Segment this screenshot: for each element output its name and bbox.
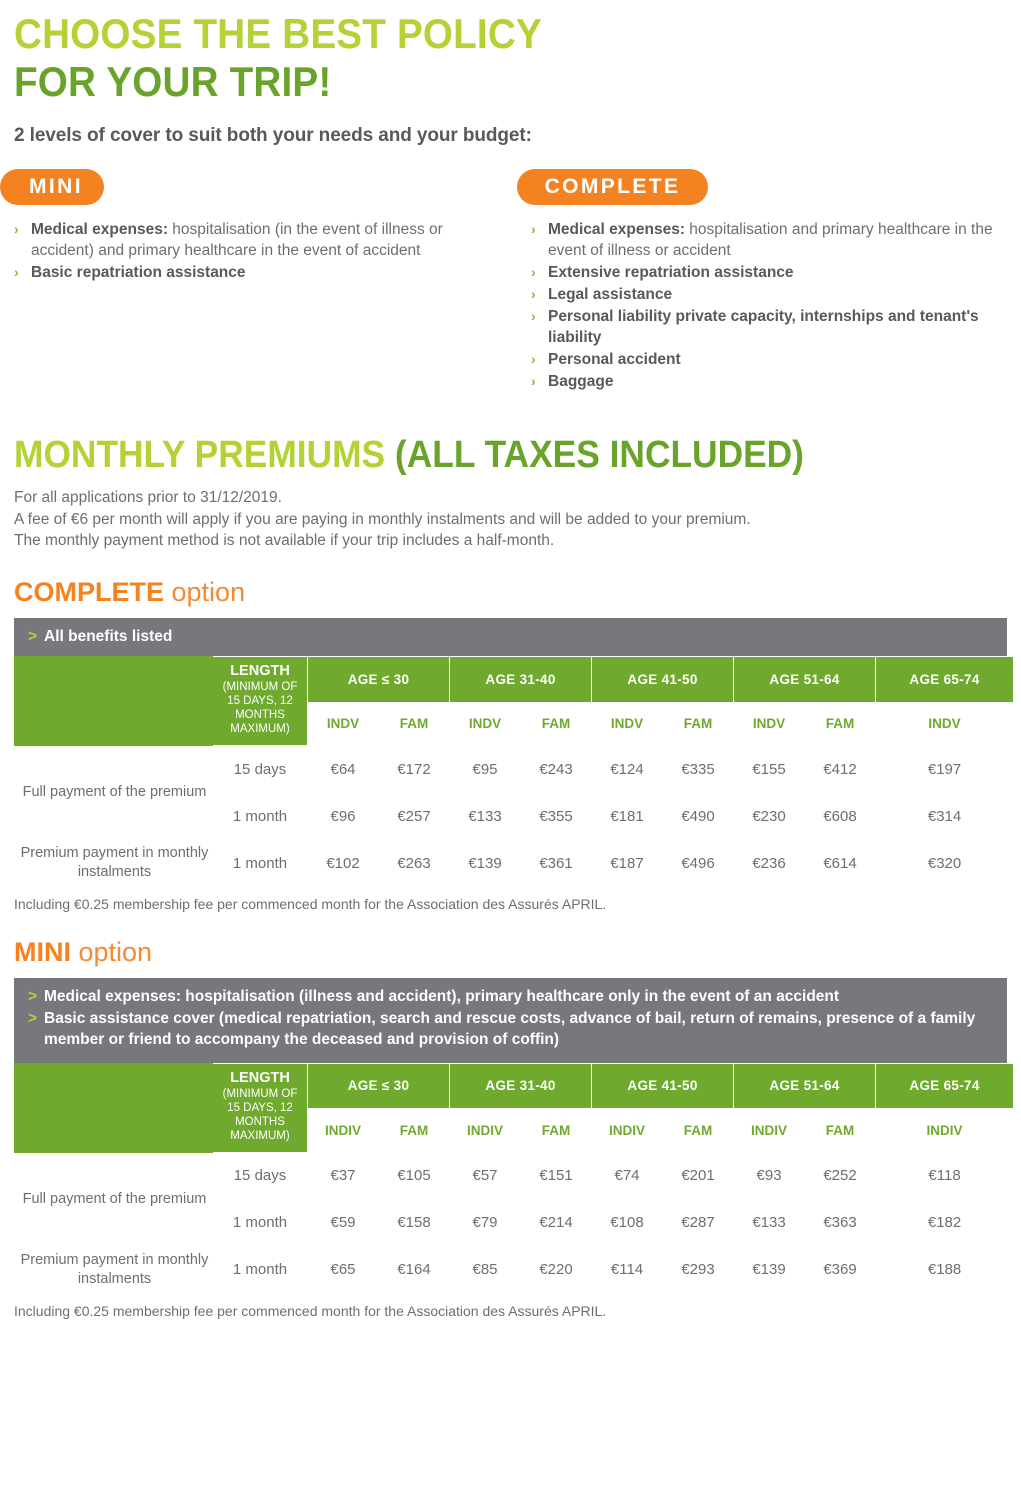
table-cell-price: €102	[308, 840, 379, 887]
chevron-right-icon: ›	[531, 221, 536, 237]
table-cell-length: 15 days	[213, 1152, 308, 1199]
premiums-heading-part2: (ALL TAXES INCLUDED)	[394, 434, 804, 476]
table-cell-price: €369	[805, 1246, 876, 1293]
table-cell-price: €124	[592, 746, 663, 793]
hero-title-line2: FOR YOUR TRIP!	[14, 58, 332, 105]
complete-option-label-light: option	[164, 576, 246, 607]
benefit-item-text: Extensive repatriation assistance	[548, 264, 794, 281]
table-cell-length: 15 days	[213, 746, 308, 793]
table-cell-price: €151	[521, 1152, 592, 1199]
table-header-subtype: FAM	[663, 702, 734, 745]
table-cell-price: €608	[805, 793, 876, 840]
benefit-item-text: Baggage	[548, 373, 614, 390]
table-header-age-group: AGE 51-64	[734, 657, 876, 703]
complete-option-label	[14, 576, 1007, 608]
length-header-title: LENGTH	[230, 1069, 290, 1086]
chevron-right-icon: >	[28, 627, 38, 645]
hero-subtitle: 2 levels of cover to suit both your needs and your budget:	[14, 125, 532, 146]
table-row	[15, 840, 1014, 887]
table-cell-length: 1 month	[213, 793, 308, 840]
benefit-item	[531, 284, 1021, 305]
chevron-right-icon: ›	[531, 351, 536, 367]
table-cell-price: €95	[450, 746, 521, 793]
complete-benefits-band	[14, 618, 1007, 657]
table-header-subtype: INDV	[592, 702, 663, 745]
table-header-subtype: INDV	[308, 702, 379, 745]
pill-mini: MINI	[0, 169, 104, 205]
table-cell-price: €105	[379, 1152, 450, 1199]
benefit-item	[14, 219, 508, 261]
table-cell-price: €201	[663, 1152, 734, 1199]
mini-rates-table-mount	[14, 1063, 1007, 1294]
table-cell-price: €263	[379, 840, 450, 887]
mini-option-label	[14, 936, 1007, 968]
band-benefit-item	[28, 1008, 993, 1051]
length-header-title: LENGTH	[230, 663, 290, 679]
table-header-subtype: INDIV	[876, 1109, 1014, 1152]
complete-footnote: Including €0.25 membership fee per commenced month for the Association des Assurés APRIL.	[14, 896, 607, 912]
intro-line-2: A fee of €6 per month will apply if you are paying in monthly instalments and will be added to your premium.	[14, 510, 751, 528]
table-cell-price: €214	[521, 1199, 592, 1246]
table-header-age-group: AGE 65-74	[876, 1063, 1014, 1109]
table-cell-price: €614	[805, 840, 876, 887]
band-benefit-text: Basic assistance cover (medical repatriation, search and rescue costs, advance of bail, return of remains, presence of a family member or friend to accompany the deceased and provision of coffin)	[44, 1009, 976, 1048]
benefit-item-strong: Medical expenses:	[548, 221, 685, 238]
table-header-subtype: FAM	[521, 702, 592, 745]
chevron-right-icon: >	[28, 1009, 38, 1027]
table-cell-price: €252	[805, 1152, 876, 1199]
complete-rates-table-mount	[14, 656, 1007, 887]
table-cell-price: €287	[663, 1199, 734, 1246]
table-cell-price: €490	[663, 793, 734, 840]
table-cell-price: €182	[876, 1199, 1014, 1246]
table-cell-price: €64	[308, 746, 379, 793]
premiums-heading	[14, 433, 937, 477]
band-benefit-text: Medical expenses: hospitalisation (illness and accident), primary healthcare only in the event of an accident	[44, 988, 840, 1005]
table-cell-price: €355	[521, 793, 592, 840]
table-cell-price: €220	[521, 1246, 592, 1293]
table-header-subtype: INDIV	[592, 1109, 663, 1152]
table-cell-price: €230	[734, 793, 805, 840]
mini-option-label-bold: MINI	[14, 937, 71, 967]
intro-line-1: For all applications prior to 31/12/2019.	[14, 489, 282, 506]
band-benefit-item	[28, 986, 993, 1008]
chevron-right-icon: >	[28, 988, 38, 1005]
table-cell-price: €79	[450, 1199, 521, 1246]
table-header-subtype: INDV	[876, 702, 1014, 745]
table-cell-price: €85	[450, 1246, 521, 1293]
benefit-item-text: Personal accident	[548, 351, 681, 368]
document-page	[0, 10, 1021, 1488]
table-row-label: Full payment of the premium	[15, 1152, 213, 1246]
table-header-subtype: INDV	[450, 702, 521, 745]
chevron-right-icon: ›	[14, 221, 19, 237]
table-header-subtype: FAM	[521, 1109, 592, 1152]
table-cell-price: €158	[379, 1199, 450, 1246]
table-header-age-group: AGE 65-74	[876, 657, 1014, 703]
table-cell-price: €412	[805, 746, 876, 793]
chevron-right-icon: ›	[531, 373, 536, 389]
table-cell-price: €133	[450, 793, 521, 840]
table-header-age-group: AGE 41-50	[592, 1063, 734, 1109]
table-row	[15, 1152, 1014, 1199]
table-header-age-group: AGE 31-40	[450, 1063, 592, 1109]
length-header-note: (MINIMUM OF 15 DAYS, 12 MONTHS MAXIMUM)	[222, 1087, 298, 1142]
table-header-subtype: FAM	[379, 702, 450, 745]
table-cell-price: €496	[663, 840, 734, 887]
table-header-length	[213, 1063, 308, 1152]
table-cell-price: €361	[521, 840, 592, 887]
table-header-corner	[15, 1063, 213, 1152]
table-header-subtype: INDIV	[734, 1109, 805, 1152]
table-row	[15, 746, 1014, 793]
table-header-subtype: INDV	[734, 702, 805, 745]
mini-option-label-light: option	[71, 937, 153, 967]
table-cell-price: €187	[592, 840, 663, 887]
table-row-label: Premium payment in monthly instalments	[15, 840, 213, 887]
table-row	[15, 1246, 1014, 1293]
table-row-label: Full payment of the premium	[15, 746, 213, 840]
table-cell-price: €59	[308, 1199, 379, 1246]
table-cell-price: €133	[734, 1199, 805, 1246]
benefit-item	[531, 219, 1021, 261]
benefit-item-text: Legal assistance	[548, 286, 673, 303]
table-header-age-group: AGE 31-40	[450, 657, 592, 703]
table-header-age-group: AGE 51-64	[734, 1063, 876, 1109]
table-cell-price: €164	[379, 1246, 450, 1293]
table-cell-price: €188	[876, 1246, 1014, 1293]
cover-column-complete	[531, 219, 1021, 393]
chevron-right-icon: ›	[531, 308, 536, 324]
table-cell-price: €114	[592, 1246, 663, 1293]
benefit-item-text: hospitalisation and primary healthcare in the event of illness or accident	[548, 221, 993, 259]
table-row-label: Premium payment in monthly instalments	[15, 1246, 213, 1293]
table-cell-price: €57	[450, 1152, 521, 1199]
band-benefit-item	[28, 626, 993, 648]
table-cell-price: €236	[734, 840, 805, 887]
mini-rates-table	[14, 1063, 1014, 1294]
band-benefit-text: All benefits listed	[44, 627, 173, 645]
chevron-right-icon: ›	[14, 264, 19, 280]
benefit-item	[14, 262, 508, 283]
table-cell-price: €293	[663, 1246, 734, 1293]
table-cell-length: 1 month	[213, 1199, 308, 1246]
table-cell-price: €118	[876, 1152, 1014, 1199]
table-header-age-group: AGE ≤ 30	[308, 1063, 450, 1109]
hero-title-line1: CHOOSE THE BEST POLICY	[14, 10, 542, 57]
complete-benefit-list	[531, 219, 1021, 392]
hero-title	[14, 10, 1007, 106]
table-cell-price: €96	[308, 793, 379, 840]
table-cell-price: €65	[308, 1246, 379, 1293]
complete-rates-table	[14, 656, 1014, 887]
benefit-item-text: hospitalisation (in the event of illness or accident) and primary healthcare in the event of accident	[31, 221, 443, 259]
benefit-item	[531, 371, 1021, 392]
complete-option-label-bold: COMPLETE	[14, 576, 165, 607]
benefit-item	[531, 262, 1021, 283]
table-cell-price: €155	[734, 746, 805, 793]
benefit-item-strong: Medical expenses:	[31, 221, 168, 238]
table-cell-length: 1 month	[213, 1246, 308, 1293]
mini-benefits-band	[14, 978, 1007, 1063]
pill-complete: COMPLETE	[517, 169, 708, 205]
table-cell-price: €320	[876, 840, 1014, 887]
cover-column-mini	[14, 219, 508, 284]
cover-comparison	[14, 219, 1007, 409]
intro-line-3: The monthly payment method is not available if your trip includes a half-month.	[14, 532, 555, 549]
table-header-age-group: AGE 41-50	[592, 657, 734, 703]
table-cell-price: €139	[734, 1246, 805, 1293]
length-header-note: (MINIMUM OF 15 DAYS, 12 MONTHS MAXIMUM)	[222, 681, 298, 735]
table-cell-price: €172	[379, 746, 450, 793]
premiums-intro	[14, 487, 1007, 552]
benefit-item	[531, 306, 1021, 348]
table-header-row-ages	[15, 1063, 1014, 1109]
table-cell-price: €363	[805, 1199, 876, 1246]
table-cell-price: €335	[663, 746, 734, 793]
premiums-heading-part1: MONTHLY PREMIUMS	[14, 434, 395, 476]
table-cell-length: 1 month	[213, 840, 308, 887]
mini-benefit-list	[14, 219, 508, 283]
chevron-right-icon: ›	[531, 264, 536, 280]
benefit-item-text: Personal liability private capacity, internships and tenant's liability	[548, 308, 979, 346]
table-cell-price: €74	[592, 1152, 663, 1199]
benefit-item-text: Basic repatriation assistance	[31, 264, 246, 281]
table-cell-price: €181	[592, 793, 663, 840]
table-header-subtype: FAM	[805, 702, 876, 745]
table-cell-price: €257	[379, 793, 450, 840]
chevron-right-icon: ›	[531, 286, 536, 302]
table-header-subtype: FAM	[663, 1109, 734, 1152]
table-cell-price: €243	[521, 746, 592, 793]
table-cell-price: €93	[734, 1152, 805, 1199]
table-cell-price: €37	[308, 1152, 379, 1199]
table-header-subtype: INDIV	[450, 1109, 521, 1152]
table-header-length	[213, 657, 308, 746]
table-header-age-group: AGE ≤ 30	[308, 657, 450, 703]
table-header-corner	[15, 657, 213, 746]
table-cell-price: €139	[450, 840, 521, 887]
table-cell-price: €314	[876, 793, 1014, 840]
table-header-subtype: INDIV	[308, 1109, 379, 1152]
table-cell-price: €197	[876, 746, 1014, 793]
table-cell-price: €108	[592, 1199, 663, 1246]
mini-footnote: Including €0.25 membership fee per commenced month for the Association des Assurés APRIL.	[14, 1302, 607, 1319]
benefit-item	[531, 349, 1021, 370]
table-header-subtype: FAM	[379, 1109, 450, 1152]
table-header-row-ages	[15, 657, 1014, 703]
cover-level-pills	[14, 169, 1007, 215]
table-header-subtype: FAM	[805, 1109, 876, 1152]
